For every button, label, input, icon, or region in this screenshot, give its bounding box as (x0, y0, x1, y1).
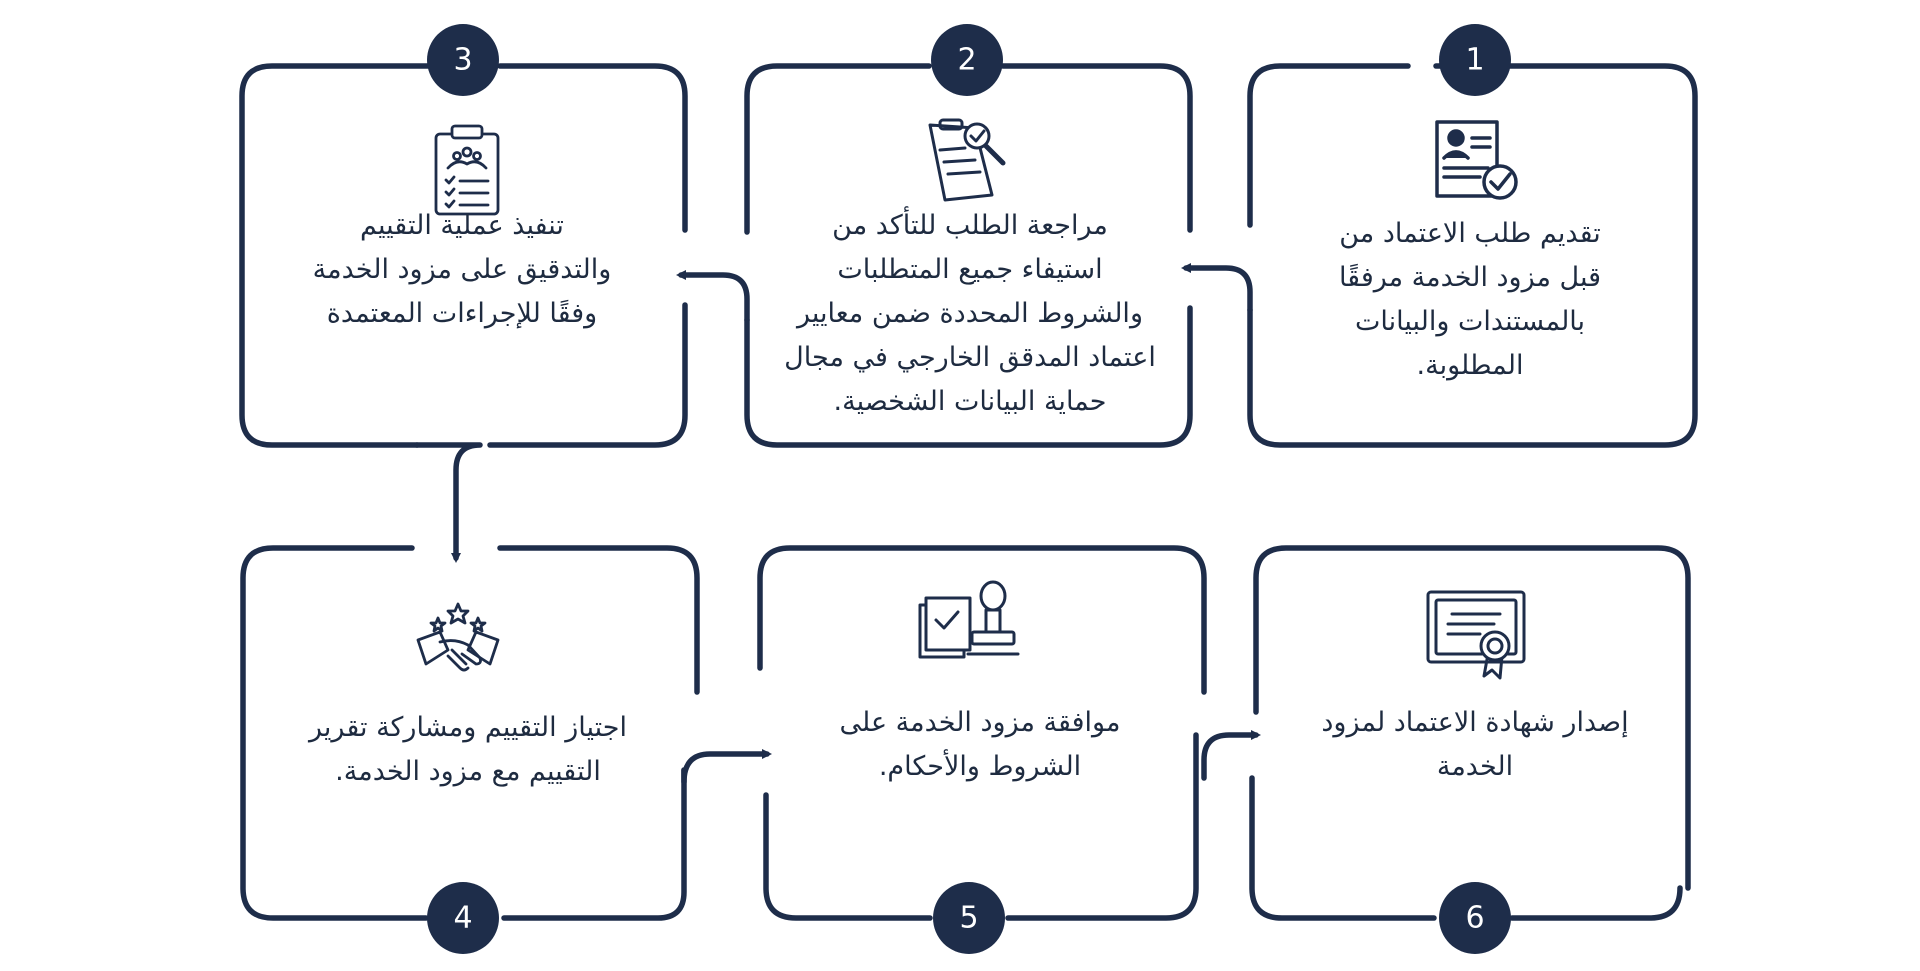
step-2-line: مراجعة الطلب للتأكد من (832, 210, 1108, 241)
step-3-line: وفقًا للإجراءات المعتمدة (326, 298, 598, 329)
step-6-number: 6 (1465, 900, 1485, 936)
step-1-line: تقديم طلب الاعتماد من (1339, 218, 1601, 249)
step-2-line: اعتماد المدقق الخارجي في مجال (784, 342, 1156, 373)
clipboard-magnifier-check-icon (930, 120, 1003, 200)
step-4-text (258, 706, 678, 794)
connector-3-to-4 (417, 445, 480, 558)
step-2-text (760, 204, 1180, 424)
step-5-line: الشروط والأحكام. (878, 751, 1082, 782)
certificate-icon (1428, 592, 1524, 678)
step-1-line: بالمستندات والبيانات (1354, 306, 1586, 337)
step-4-line: اجتياز التقييم ومشاركة تقرير (309, 712, 627, 743)
step-6-line: الخدمة (1436, 751, 1514, 782)
step-2-line: والشروط المحددة ضمن معايير (797, 298, 1143, 329)
step-1-number: 1 (1465, 42, 1485, 78)
connector-5-to-6 (1204, 735, 1256, 778)
approval-stamp-icon (920, 582, 1018, 657)
step-3-badge (427, 24, 499, 96)
connector-4-to-5 (684, 754, 767, 782)
step-1-line: قبل مزود الخدمة مرفقًا (1338, 262, 1602, 293)
connector-1-to-2 (1186, 268, 1250, 310)
step-5-badge (933, 882, 1005, 954)
step-3-number: 3 (453, 42, 473, 78)
step-2-badge (931, 24, 1003, 96)
step-1-text (1300, 212, 1640, 388)
step-2-line: استيفاء جميع المتطلبات (837, 254, 1103, 285)
step-6-text (1280, 701, 1670, 789)
step-3-text (262, 204, 662, 336)
step-3-line: والتدقيق على مزود الخدمة (312, 254, 612, 285)
handshake-stars-icon (418, 604, 498, 670)
step-1-line: المطلوبة. (1416, 350, 1524, 381)
step-5-text (790, 701, 1170, 789)
step-5-number: 5 (959, 900, 979, 936)
step-6-badge (1439, 882, 1511, 954)
step-3-line: تنفيذ عملية التقييم (360, 210, 564, 241)
step-2-line: حماية البيانات الشخصية. (833, 386, 1107, 417)
connector-2-to-3 (681, 275, 747, 320)
step-4-line: التقييم مع مزود الخدمة. (335, 756, 601, 787)
step-4-number: 4 (453, 900, 473, 936)
clipboard-checklist-icon (436, 126, 498, 214)
step-5-line: موافقة مزود الخدمة على (839, 707, 1121, 738)
step-1-badge (1439, 24, 1511, 96)
step-2-number: 2 (957, 42, 977, 78)
step-4-badge (427, 882, 499, 954)
application-form-check-icon (1437, 122, 1516, 198)
step-6-line: إصدار شهادة الاعتماد لمزود (1321, 707, 1629, 738)
